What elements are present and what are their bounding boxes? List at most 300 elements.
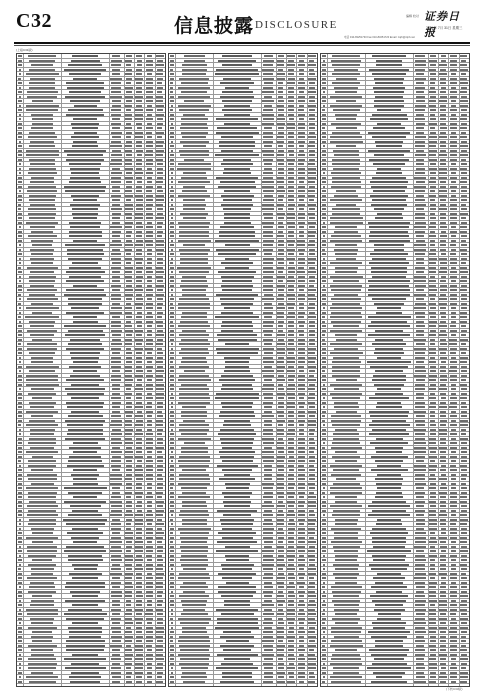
table-cell xyxy=(222,280,252,282)
table-cell xyxy=(298,127,305,129)
table-cell xyxy=(372,663,407,665)
table-cell xyxy=(429,181,436,183)
table-cell xyxy=(181,280,207,282)
table-cell xyxy=(264,546,273,548)
table-cell xyxy=(126,672,132,674)
table-cell xyxy=(298,510,305,512)
table-cell xyxy=(429,105,436,107)
table-cell xyxy=(137,325,142,327)
table-cell xyxy=(111,379,122,381)
table-cell xyxy=(309,321,315,323)
table-cell xyxy=(19,654,22,656)
table-cell xyxy=(27,96,57,98)
table-cell xyxy=(416,415,425,417)
table-cell xyxy=(429,447,437,449)
table-cell xyxy=(461,298,467,300)
table-cell xyxy=(67,393,104,395)
table-cell xyxy=(416,195,424,197)
table-cell xyxy=(136,582,141,584)
table-cell xyxy=(125,411,133,413)
table-cell xyxy=(441,474,446,476)
table-cell xyxy=(146,532,153,534)
table-cell xyxy=(334,195,357,197)
table-cell xyxy=(308,190,315,192)
table-cell xyxy=(147,672,153,674)
table-cell xyxy=(28,645,57,647)
table-cell xyxy=(69,267,101,269)
table-cell xyxy=(32,339,52,341)
table-cell xyxy=(29,681,56,683)
table-cell xyxy=(368,325,410,327)
table-cell xyxy=(135,132,142,134)
table-cell xyxy=(309,474,315,476)
table-cell xyxy=(332,442,360,444)
table-cell xyxy=(32,100,53,102)
table-cell xyxy=(299,303,304,305)
table-cell xyxy=(441,397,446,399)
table-cell xyxy=(180,285,209,287)
table-cell xyxy=(125,222,133,224)
table-cell xyxy=(157,325,163,327)
table-cell xyxy=(461,159,466,161)
table-cell xyxy=(415,564,425,566)
table-cell xyxy=(65,334,104,336)
table-cell xyxy=(288,451,294,453)
table-cell xyxy=(147,249,153,251)
table-cell xyxy=(450,469,457,471)
table-cell xyxy=(125,73,132,75)
table-cell xyxy=(178,307,210,309)
table-cell xyxy=(298,420,305,422)
table-cell xyxy=(335,267,358,269)
table-cell xyxy=(308,177,316,179)
table-cell xyxy=(181,447,208,449)
table-cell xyxy=(322,654,326,656)
table-cell xyxy=(27,348,57,350)
table-cell xyxy=(277,316,284,318)
table-cell xyxy=(332,370,360,372)
table-cell xyxy=(335,622,358,624)
table-cell xyxy=(112,352,120,354)
table-cell xyxy=(298,447,305,449)
table-cell xyxy=(461,150,467,152)
table-cell xyxy=(372,555,405,557)
table-cell xyxy=(31,177,54,179)
table-cell xyxy=(125,370,132,372)
table-cell xyxy=(136,208,143,210)
table-cell xyxy=(111,366,121,368)
table-cell xyxy=(450,523,456,525)
table-cell xyxy=(31,483,54,485)
table-cell xyxy=(416,460,424,462)
table-cell xyxy=(125,537,133,539)
table-cell xyxy=(449,406,457,408)
table-cell xyxy=(156,379,163,381)
table-cell xyxy=(440,460,446,462)
table-cell xyxy=(308,532,315,534)
table-cell xyxy=(125,573,133,575)
table-cell xyxy=(181,600,207,602)
table-cell xyxy=(64,550,106,552)
table-cell xyxy=(298,384,304,386)
table-cell xyxy=(308,348,316,350)
table-cell xyxy=(430,55,436,57)
table-cell xyxy=(111,595,122,597)
table-cell xyxy=(414,375,425,377)
table-cell xyxy=(157,280,163,282)
table-cell xyxy=(299,370,304,372)
table-cell xyxy=(373,163,406,165)
table-cell xyxy=(180,658,209,660)
table-cell xyxy=(451,312,456,314)
table-cell xyxy=(441,577,446,579)
table-cell xyxy=(170,510,174,512)
table-cell xyxy=(182,631,207,633)
table-cell xyxy=(460,537,467,539)
table-cell xyxy=(440,186,445,188)
table-cell xyxy=(111,159,122,161)
table-cell xyxy=(331,235,361,237)
table-cell xyxy=(31,303,53,305)
table-cell xyxy=(170,100,173,102)
table-cell xyxy=(157,60,163,62)
table-cell xyxy=(322,465,325,467)
table-cell xyxy=(170,312,173,314)
table-cell xyxy=(126,550,131,552)
table-cell xyxy=(277,474,284,476)
table-cell xyxy=(125,582,132,584)
table-cell xyxy=(377,519,400,521)
table-cell xyxy=(180,154,209,156)
table-cell xyxy=(182,330,206,332)
table-cell xyxy=(125,60,132,62)
table-cell xyxy=(18,82,21,84)
table-cell xyxy=(278,231,283,233)
table-cell xyxy=(288,510,293,512)
table-cell xyxy=(288,163,294,165)
table-cell xyxy=(461,555,467,557)
table-cell xyxy=(156,145,163,147)
table-cell xyxy=(461,483,466,485)
table-cell xyxy=(322,492,325,494)
table-cell xyxy=(125,456,133,458)
table-cell xyxy=(215,73,258,75)
table-cell xyxy=(224,222,251,224)
table-cell xyxy=(263,280,273,282)
table-cell xyxy=(111,415,121,417)
table-cell xyxy=(430,415,435,417)
table-cell xyxy=(19,676,22,678)
table-cell xyxy=(170,532,173,534)
table-cell xyxy=(416,168,425,170)
table-cell xyxy=(19,361,22,363)
table-cell xyxy=(126,546,132,548)
table-cell xyxy=(111,109,121,111)
table-cell xyxy=(18,649,22,651)
table-cell xyxy=(309,492,314,494)
table-cell xyxy=(135,546,143,548)
table-cell xyxy=(335,226,357,228)
table-cell xyxy=(416,82,424,84)
table-cell xyxy=(460,82,468,84)
table-cell xyxy=(278,222,283,224)
table-cell xyxy=(146,366,154,368)
table-cell xyxy=(147,181,152,183)
table-cell xyxy=(460,213,468,215)
table-cell xyxy=(430,564,435,566)
table-cell xyxy=(278,658,283,660)
table-cell xyxy=(322,226,325,228)
table-cell xyxy=(126,667,131,669)
table-cell xyxy=(221,402,252,404)
table-cell xyxy=(289,118,294,120)
table-cell xyxy=(308,555,315,557)
table-cell xyxy=(264,465,272,467)
table-cell xyxy=(298,663,305,665)
table-cell xyxy=(322,271,326,273)
table-cell xyxy=(298,330,304,332)
table-cell xyxy=(374,91,404,93)
table-cell xyxy=(288,600,295,602)
table-cell xyxy=(135,519,143,521)
table-cell xyxy=(298,285,305,287)
table-cell xyxy=(308,528,315,530)
table-cell xyxy=(18,456,22,458)
table-cell xyxy=(461,132,466,134)
table-cell xyxy=(170,325,174,327)
table-cell xyxy=(416,334,424,336)
table-cell xyxy=(69,366,100,368)
table-cell xyxy=(450,78,458,80)
table-cell xyxy=(416,316,425,318)
table-cell xyxy=(371,321,407,323)
table-cell xyxy=(18,568,21,570)
table-cell xyxy=(19,87,22,89)
table-cell xyxy=(309,141,314,143)
table-cell xyxy=(72,510,98,512)
table-cell xyxy=(262,222,274,224)
table-cell xyxy=(299,208,304,210)
table-cell xyxy=(225,258,249,260)
table-cell xyxy=(450,159,457,161)
table-cell xyxy=(330,136,363,138)
table-cell xyxy=(415,384,425,386)
table-cell xyxy=(439,433,447,435)
table-cell xyxy=(439,573,447,575)
table-cell xyxy=(18,123,21,125)
table-cell xyxy=(137,460,142,462)
table-cell xyxy=(111,375,121,377)
table-cell xyxy=(322,586,325,588)
table-cell xyxy=(215,316,258,318)
table-cell xyxy=(171,271,174,273)
table-cell xyxy=(322,181,326,183)
table-cell xyxy=(298,658,306,660)
table-cell xyxy=(68,559,103,561)
table-cell xyxy=(287,681,295,683)
table-cell xyxy=(333,325,359,327)
table-cell xyxy=(415,204,426,206)
table-cell xyxy=(125,586,133,588)
table-cell xyxy=(277,393,285,395)
table-cell xyxy=(224,307,250,309)
table-cell xyxy=(416,235,425,237)
table-cell xyxy=(170,73,174,75)
table-cell xyxy=(277,465,284,467)
table-cell xyxy=(298,298,305,300)
table-cell xyxy=(374,208,404,210)
table-cell xyxy=(450,91,457,93)
table-cell xyxy=(449,370,457,372)
table-cell xyxy=(136,483,142,485)
table-cell xyxy=(376,523,402,525)
table-cell xyxy=(216,132,259,134)
table-cell xyxy=(136,604,142,606)
table-cell xyxy=(288,429,295,431)
table-cell xyxy=(429,289,437,291)
table-cell xyxy=(18,438,22,440)
table-row xyxy=(321,680,469,685)
table-cell xyxy=(299,397,304,399)
table-cell xyxy=(19,96,22,98)
table-cell xyxy=(430,550,436,552)
table-cell xyxy=(157,483,163,485)
table-cell xyxy=(112,235,120,237)
table-cell xyxy=(439,325,446,327)
table-cell xyxy=(377,618,401,620)
table-cell xyxy=(264,406,272,408)
table-cell xyxy=(439,429,446,431)
table-cell xyxy=(29,420,55,422)
table-cell xyxy=(170,195,174,197)
table-cell xyxy=(71,397,98,399)
table-cell xyxy=(157,366,164,368)
table-cell xyxy=(333,433,359,435)
table-cell xyxy=(112,649,119,651)
table-cell xyxy=(68,609,102,611)
table-cell xyxy=(28,658,56,660)
table-cell xyxy=(179,226,209,228)
table-cell xyxy=(440,132,446,134)
table-cell xyxy=(322,334,325,336)
table-cell xyxy=(289,663,294,665)
table-cell xyxy=(309,564,315,566)
table-cell xyxy=(216,550,259,552)
table-cell xyxy=(68,330,103,332)
table-cell xyxy=(429,501,436,503)
table-cell xyxy=(126,361,132,363)
table-cell xyxy=(278,676,284,678)
table-cell xyxy=(369,564,410,566)
table-cell xyxy=(288,474,294,476)
table-cell xyxy=(112,388,120,390)
table-cell xyxy=(135,258,143,260)
table-cell xyxy=(309,676,315,678)
table-cell xyxy=(263,375,274,377)
table-cell xyxy=(440,330,447,332)
table-cell xyxy=(450,276,457,278)
table-cell xyxy=(170,114,174,116)
table-cell xyxy=(66,618,103,620)
table-cell xyxy=(332,208,360,210)
table-cell xyxy=(72,213,98,215)
table-cell xyxy=(136,357,141,359)
table-cell xyxy=(111,357,121,359)
continuation-notice: (上接C31版) xyxy=(16,48,33,52)
table-cell xyxy=(171,429,174,431)
table-cell xyxy=(157,123,163,125)
table-cell xyxy=(170,370,174,372)
table-cell xyxy=(450,627,457,629)
table-cell xyxy=(298,465,304,467)
table-cell xyxy=(323,564,326,566)
table-cell xyxy=(376,483,401,485)
table-cell xyxy=(439,168,447,170)
table-cell xyxy=(111,132,122,134)
table-cell xyxy=(170,541,173,543)
table-cell xyxy=(170,384,173,386)
table-cell xyxy=(298,375,305,377)
table-cell xyxy=(264,352,273,354)
table-cell xyxy=(372,622,407,624)
table-cell xyxy=(111,438,120,440)
table-cell xyxy=(288,460,295,462)
table-cell xyxy=(18,213,21,215)
table-cell xyxy=(181,487,207,489)
table-cell xyxy=(111,568,122,570)
table-cell xyxy=(157,87,163,89)
table-cell xyxy=(440,384,445,386)
table-cell xyxy=(110,474,122,476)
table-cell xyxy=(322,366,325,368)
table-cell xyxy=(439,172,447,174)
table-cell xyxy=(430,672,436,674)
table-cell xyxy=(429,582,437,584)
table-cell xyxy=(264,217,273,219)
table-cell xyxy=(323,582,326,584)
table-cell xyxy=(170,280,174,282)
table-cell xyxy=(277,645,285,647)
table-cell xyxy=(333,546,360,548)
table-cell xyxy=(322,109,325,111)
table-cell xyxy=(264,658,273,660)
table-cell xyxy=(308,172,315,174)
table-cell xyxy=(460,420,468,422)
table-cell xyxy=(298,190,306,192)
table-cell xyxy=(170,537,174,539)
table-cell xyxy=(460,519,468,521)
table-cell xyxy=(450,555,457,557)
table-cell xyxy=(376,60,403,62)
table-cell xyxy=(263,442,274,444)
table-cell xyxy=(156,199,164,201)
table-cell xyxy=(461,474,468,476)
table-cell xyxy=(429,294,436,296)
table-cell xyxy=(415,366,425,368)
table-cell xyxy=(181,451,208,453)
table-cell xyxy=(461,478,466,480)
table-cell xyxy=(125,271,132,273)
table-cell xyxy=(171,240,174,242)
table-cell xyxy=(125,514,133,516)
table-cell xyxy=(137,379,142,381)
table-cell xyxy=(451,478,456,480)
table-cell xyxy=(147,600,152,602)
table-cell xyxy=(264,397,273,399)
table-cell xyxy=(460,627,468,629)
table-cell xyxy=(298,163,304,165)
table-cell xyxy=(136,402,141,404)
